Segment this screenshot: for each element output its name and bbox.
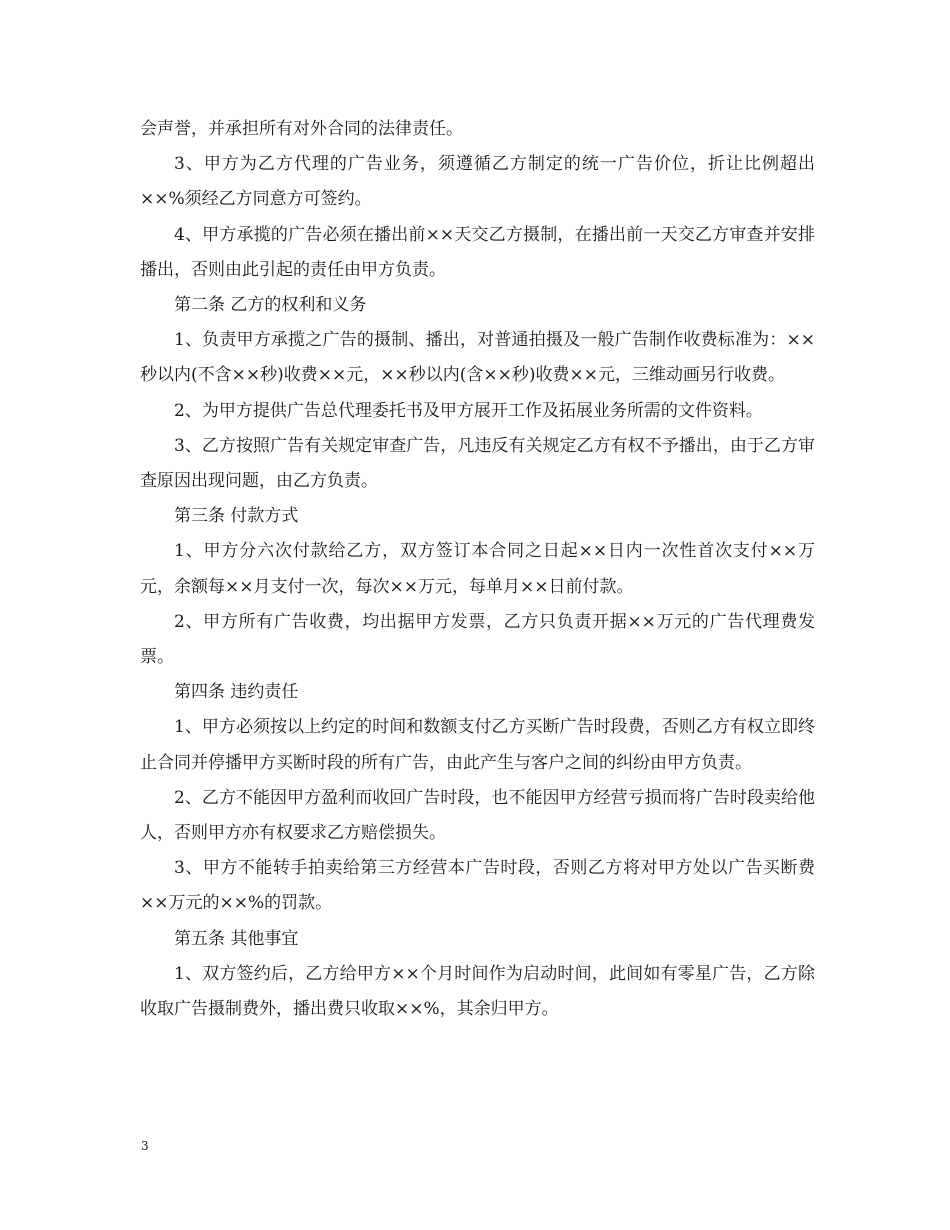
paragraph: 1、甲方分六次付款给乙方，双方签订本合同之日起××日内一次性首次支付××万元，余额每××月支付一次，每次××万元，每单月××日前付款。 bbox=[140, 541, 815, 597]
paragraph: 2、甲方所有广告收费，均出据甲方发票，乙方只负责开据××万元的广告代理费发票。 bbox=[140, 611, 815, 668]
document-body bbox=[140, 112, 815, 1027]
paragraph: 2、乙方不能因甲方盈利而收回广告时段，也不能因甲方经营亏损而将广告时段卖给他人，否则甲方亦有权要求乙方赔偿损失。 bbox=[140, 787, 815, 844]
paragraph: 1、负责甲方承揽之广告的摄制、播出，对普通拍摄及一般广告制作收费标准为：××秒以内(不含××秒)收费××元，××秒以内(含××秒)收费××元，三维动画另行收费。 bbox=[140, 330, 815, 386]
paragraph: 1、甲方必须按以上约定的时间和数额支付乙方买断广告时段费，否则乙方有权立即终止合同并停播甲方买断时段的所有广告，由此产生与客户之间的纠纷由甲方负责。 bbox=[140, 717, 815, 773]
article-heading: 第五条 其他事宜 bbox=[174, 928, 299, 949]
paragraph-continuation: 会声誉，并承担所有对外合同的法律责任。 bbox=[140, 119, 463, 139]
page-number: 3 bbox=[141, 1139, 149, 1153]
article-heading: 第三条 付款方式 bbox=[174, 506, 299, 527]
paragraph: 4、甲方承揽的广告必须在播出前××天交乙方摄制，在播出前一天交乙方审查并安排播出，否则由此引起的责任由甲方负责。 bbox=[140, 224, 815, 280]
paragraph: 3、甲方为乙方代理的广告业务，须遵循乙方制定的统一广告价位，折让比例超出××%须经乙方同意方可签约。 bbox=[140, 154, 815, 210]
paragraph: 3、乙方按照广告有关规定审查广告，凡违反有关规定乙方有权不予播出，由于乙方审查原因出现问题，由乙方负责。 bbox=[140, 435, 815, 492]
article-heading: 第四条 违约责任 bbox=[174, 682, 299, 703]
paragraph: 1、双方签约后，乙方给甲方××个月时间作为启动时间，此间如有零星广告，乙方除收取广告摄制费外，播出费只收取××%，其余归甲方。 bbox=[140, 963, 815, 1020]
paragraph: 3、甲方不能转手拍卖给第三方经营本广告时段，否则乙方将对甲方处以广告买断费××万元的××%的罚款。 bbox=[140, 858, 815, 914]
paragraph: 2、为甲方提供广告总代理委托书及甲方展开工作及拓展业务所需的文件资料。 bbox=[174, 400, 763, 421]
article-heading: 第二条 乙方的权利和义务 bbox=[174, 295, 367, 316]
